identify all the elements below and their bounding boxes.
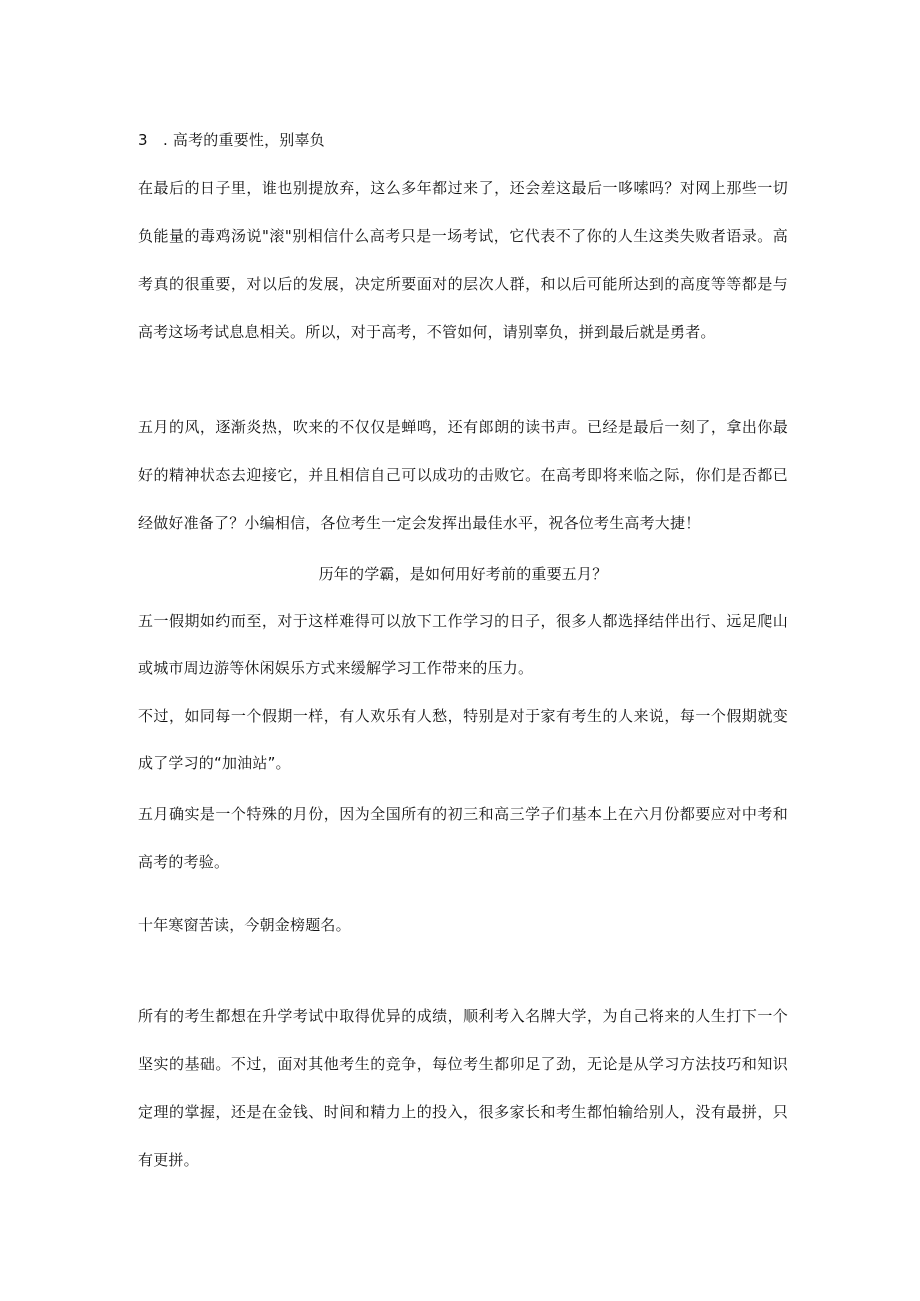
paragraph-line: 坚实的基础。不过，面对其他考生的竞争，每位考生都卯足了劲，无论是从学习方法技巧和知识 [138,1055,788,1073]
paragraph-line: 不过，如同每一个假期一样，有人欢乐有人愁，特别是对于家有考生的人来说，每一个假期就变 [138,707,788,725]
paragraph-line: 负能量的毒鸡汤说"滚"别相信什么高考只是一场考试，它代表不了你的人生这类失败者语录。高 [138,227,788,245]
paragraph-line: 所有的考生都想在升学考试中取得优异的成绩，顺利考入名牌大学，为自己将来的人生打下一个 [138,1007,788,1025]
paragraph-line: 高考这场考试息息相关。所以，对于高考，不管如何，请别辜负，拼到最后就是勇者。 [138,323,716,341]
paragraph-line: 高考的考验。 [138,853,230,871]
paragraph-line: 好的精神状态去迎接它，并且相信自己可以成功的击败它。在高考即将来临之际，你们是否都已 [138,466,788,484]
paragraph-line: 在最后的日子里，谁也别提放弃，这么多年都过来了，还会差这最后一哆嗦吗？对网上那些一切 [138,179,788,197]
paragraph-line: 经做好准备了？小编相信，各位考生一定会发挥出最佳水平，祝各位考生高考大捷！ [138,514,701,532]
paragraph-line: 十年寒窗苦读，今朝金榜题名。 [138,916,351,934]
paragraph-line: 考真的很重要，对以后的发展，决定所要面对的层次人群，和以后可能所达到的高度等等都是与 [138,275,788,293]
paragraph-line: 五一假期如约而至，对于这样难得可以放下工作学习的日子，很多人都选择结伴出行、远足爬山 [138,612,788,630]
paragraph-line: 成了学习的“加油站”。 [138,754,291,772]
paragraph-line: 定理的掌握，还是在金钱、时间和精力上的投入，很多家长和考生都怕输给别人，没有最拼，只 [138,1103,788,1121]
subtitle: 历年的学霸，是如何用好考前的重要五月？ [318,565,608,583]
paragraph-line: 五月的风，逐渐炎热，吹来的不仅仅是蝉鸣，还有郎朗的读书声。已经是最后一刻了，拿出你最 [138,418,788,436]
section-heading: 3 . 高考的重要性，别辜负 [138,131,325,149]
paragraph-line: 或城市周边游等休闲娱乐方式来缓解学习工作带来的压力。 [138,659,534,677]
paragraph-line: 五月确实是一个特殊的月份，因为全国所有的初三和高三学子们基本上在六月份都要应对中考和 [138,805,788,823]
paragraph-line: 有更拼。 [138,1151,199,1169]
